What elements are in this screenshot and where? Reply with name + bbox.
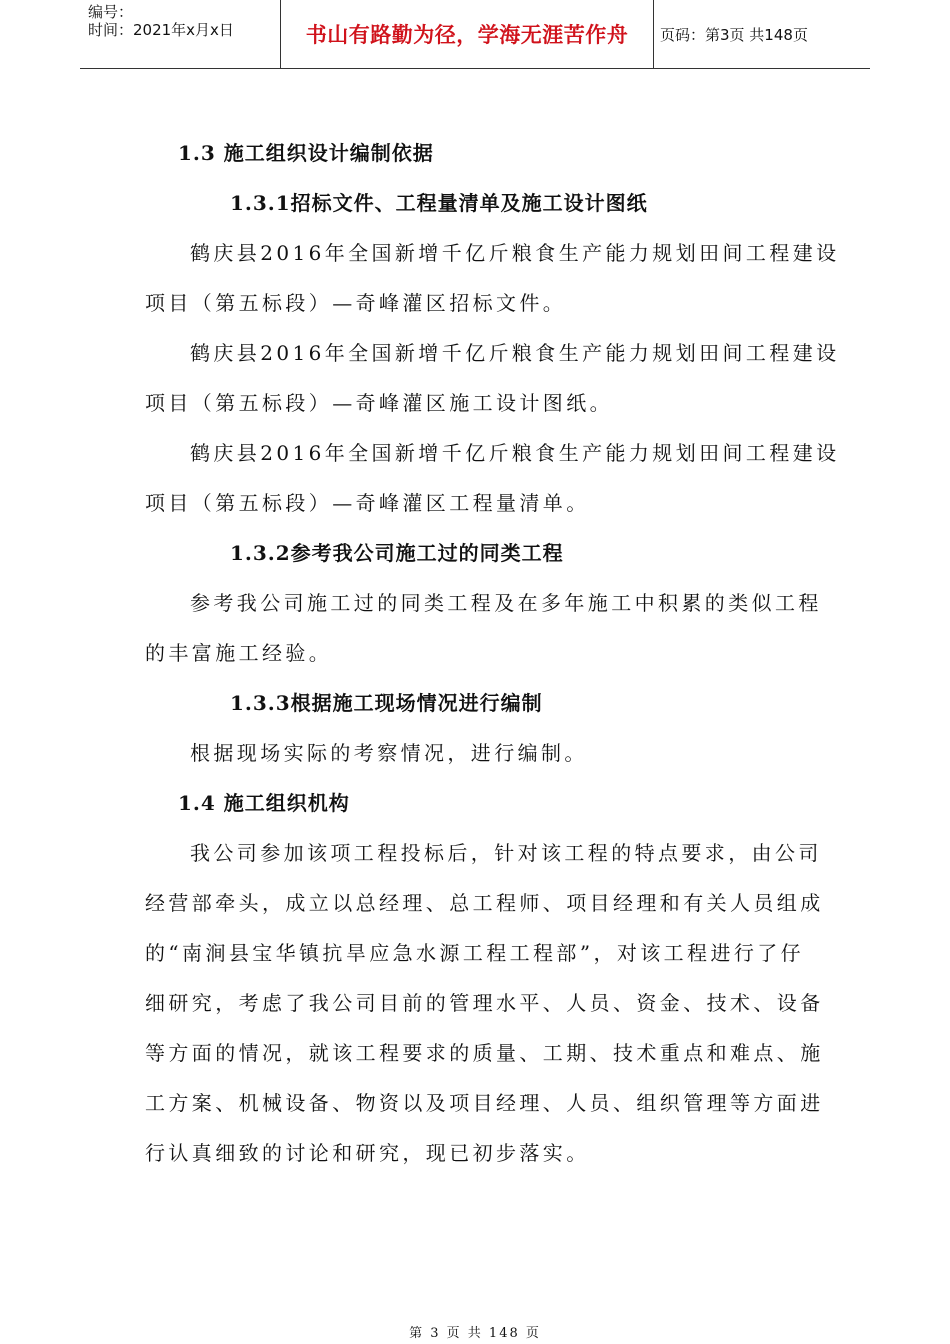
paragraph-line: 鹤庆县2016年全国新增千亿斤粮食生产能力规划田间工程建设: [190, 241, 840, 265]
subsection-heading-1-3-2: 1.3.2参考我公司施工过的同类工程: [230, 541, 564, 565]
time-label: 时间：2021年x月x日: [88, 21, 234, 39]
paragraph-line: 的“南涧县宝华镇抗旱应急水源工程工程部”，对该工程进行了仔: [145, 941, 805, 965]
paragraph-line: 经营部牵头，成立以总经理、总工程师、项目经理和有关人员组成: [145, 891, 824, 915]
paragraph-line: 鹤庆县2016年全国新增千亿斤粮食生产能力规划田间工程建设: [190, 341, 840, 365]
paragraph-line: 等方面的情况，就该工程要求的质量、工期、技术重点和难点、施: [145, 1041, 824, 1065]
paragraph-line: 参考我公司施工过的同类工程及在多年施工中积累的类似工程: [190, 591, 822, 615]
section-heading-1-3: 1.3 施工组织设计编制依据: [178, 141, 434, 165]
subsection-heading-1-3-1: 1.3.1招标文件、工程量清单及施工设计图纸: [230, 191, 648, 215]
paragraph-line: 工方案、机械设备、物资以及项目经理、人员、组织管理等方面进: [145, 1091, 824, 1115]
paragraph-line: 项目（第五标段）—奇峰灌区招标文件。: [145, 291, 567, 315]
paragraph-line: 行认真细致的讨论和研究，现已初步落实。: [145, 1141, 590, 1165]
paragraph-line: 的丰富施工经验。: [145, 641, 333, 665]
document-body: [145, 128, 840, 1178]
page-header: [80, 0, 870, 69]
section-heading-1-4: 1.4 施工组织机构: [178, 791, 350, 815]
paragraph-line: 项目（第五标段）—奇峰灌区工程量清单。: [145, 491, 590, 515]
paragraph-line: 细研究，考虑了我公司目前的管理水平、人员、资金、技术、设备: [145, 991, 824, 1015]
number-label: 编号：: [88, 3, 134, 21]
paragraph-line: 我公司参加该项工程投标后，针对该工程的特点要求，由公司: [190, 841, 822, 865]
subsection-heading-1-3-3: 1.3.3根据施工现场情况进行编制: [230, 691, 543, 715]
paragraph-line: 鹤庆县2016年全国新增千亿斤粮食生产能力规划田间工程建设: [190, 441, 840, 465]
page-footer: 第 3 页 共 148 页: [409, 1326, 541, 1341]
paragraph-line: 根据现场实际的考察情况，进行编制。: [190, 741, 588, 765]
header-page-info: 页码：第3页 共148页: [660, 25, 808, 44]
header-meta: [80, 0, 281, 68]
header-motto: 书山有路勤为径，学海无涯苦作舟: [281, 0, 654, 68]
paragraph-line: 项目（第五标段）—奇峰灌区施工设计图纸。: [145, 391, 613, 415]
